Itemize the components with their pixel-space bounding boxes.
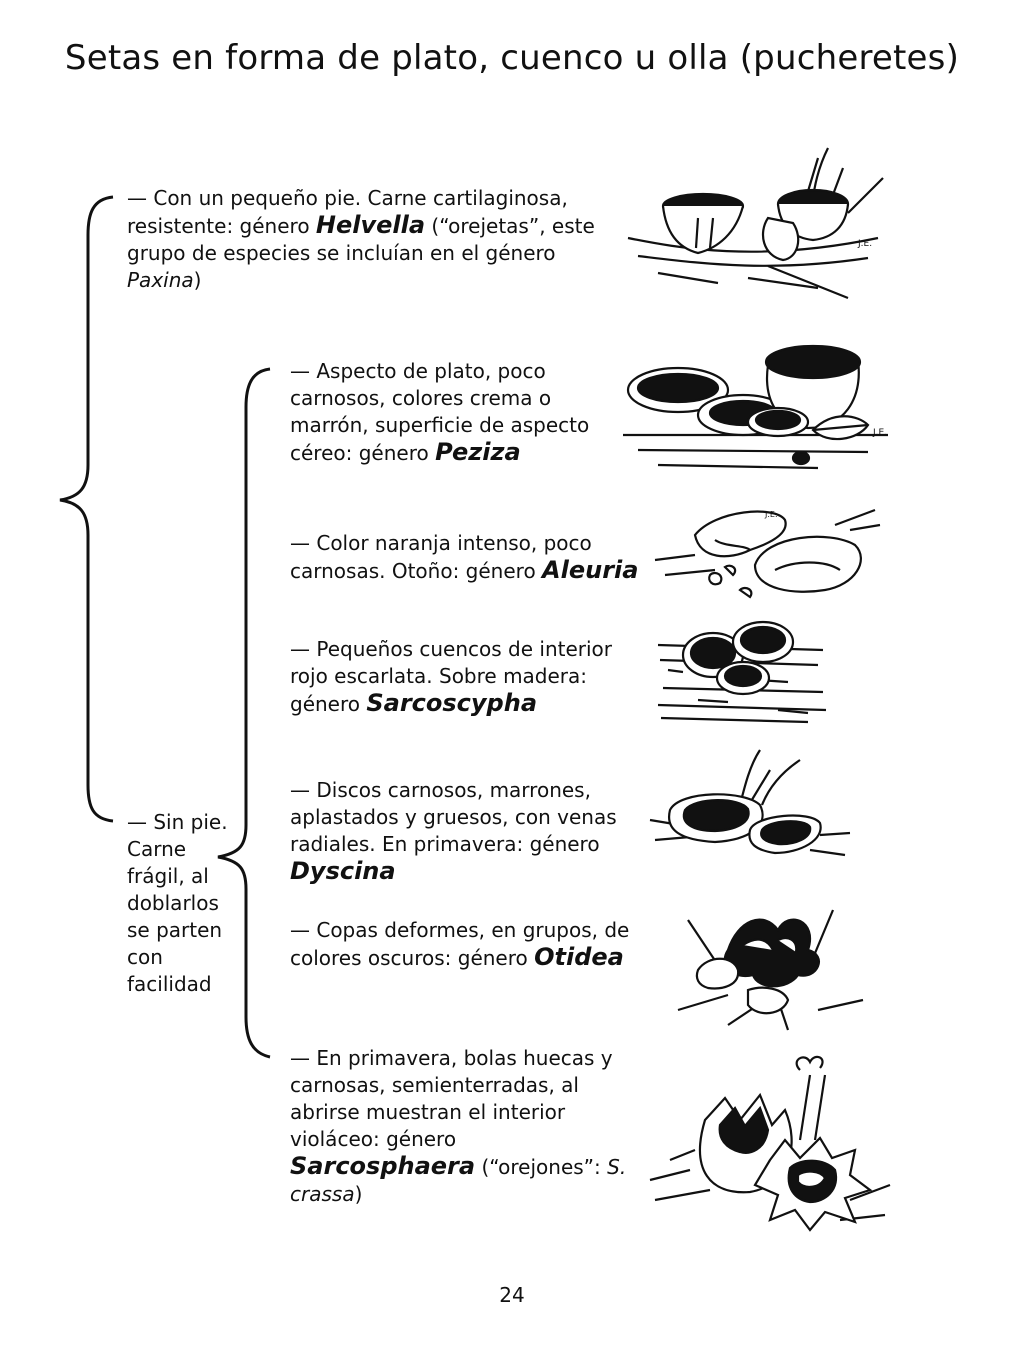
genus-dyscina: Dyscina [290,857,396,885]
otidea-text: — Copas deformes, en grupos, de colores oscuros: género [290,918,630,970]
aleuria-text: — Color naranja intenso, poco carnosas. Otoño: género [290,531,592,583]
sin-pie-text: — Sin pie. Carne frágil, al doblarlos se parten con facilidad [127,810,228,996]
aleuria-illustration [655,505,885,610]
sarcosphaera-description [290,1045,630,1208]
sarcosphaera-text-end: ) [354,1182,363,1206]
genus-helvella: Helvella [315,211,426,239]
genus-sarcosphaera: Sarcosphaera [290,1152,476,1180]
genus-otidea: Otidea [534,943,624,971]
otidea-description [290,917,650,972]
sarcoscypha-description [290,636,630,718]
sin-pie-description [127,809,245,998]
peziza-description [290,358,620,467]
signature-je: J.E. [873,428,888,438]
sarcoscypha-text: — Pequeños cuencos de interior rojo escarlata. Sobre madera: género [290,637,613,716]
sarcoscypha-illustration [658,610,828,730]
genus-paxina: Paxina [127,268,194,292]
helvella-text-end: ) [193,268,202,292]
helvella-text: — Con un pequeño pie. Carne cartilaginosa, resistente: género [127,186,568,238]
sarcosphaera-illustration [650,1050,895,1235]
signature-je: J.E. [765,510,778,519]
dyscina-text: — Discos carnosos, marrones, aplastados y gruesos, con venas radiales. En primavera: género [290,778,617,856]
helvella-text-cont: (“orejetas”, este grupo de especies se incluían en el género [127,214,595,265]
page-title: Setas en forma de plato, cuenco u olla (pucheretes) [64,38,960,78]
sarcosphaera-text-cont: (“orejones”: [475,1155,608,1179]
genus-peziza: Peziza [435,438,521,466]
signature-je: J.E. [858,239,873,249]
sarcosphaera-text: — En primavera, bolas huecas y carnosas, semienterradas, al abrirse muestran el interior violáceo: género [290,1046,613,1151]
genus-sarcoscypha: Sarcoscypha [366,689,538,717]
otidea-illustration [668,890,868,1040]
aleuria-description [290,530,650,585]
outer-brace [58,195,118,825]
helvella-description [127,185,597,294]
species-s-crassa: S. crassa [290,1155,627,1206]
page-number: 24 [499,1283,525,1307]
peziza-illustration [618,340,898,480]
dyscina-description [290,777,640,886]
peziza-text: — Aspecto de plato, poco carnosos, colores crema o marrón, superficie de aspecto céreo: género [290,359,590,465]
dyscina-illustration [650,745,850,870]
genus-aleuria: Aleuria [542,556,639,584]
helvella-illustration [618,138,898,310]
